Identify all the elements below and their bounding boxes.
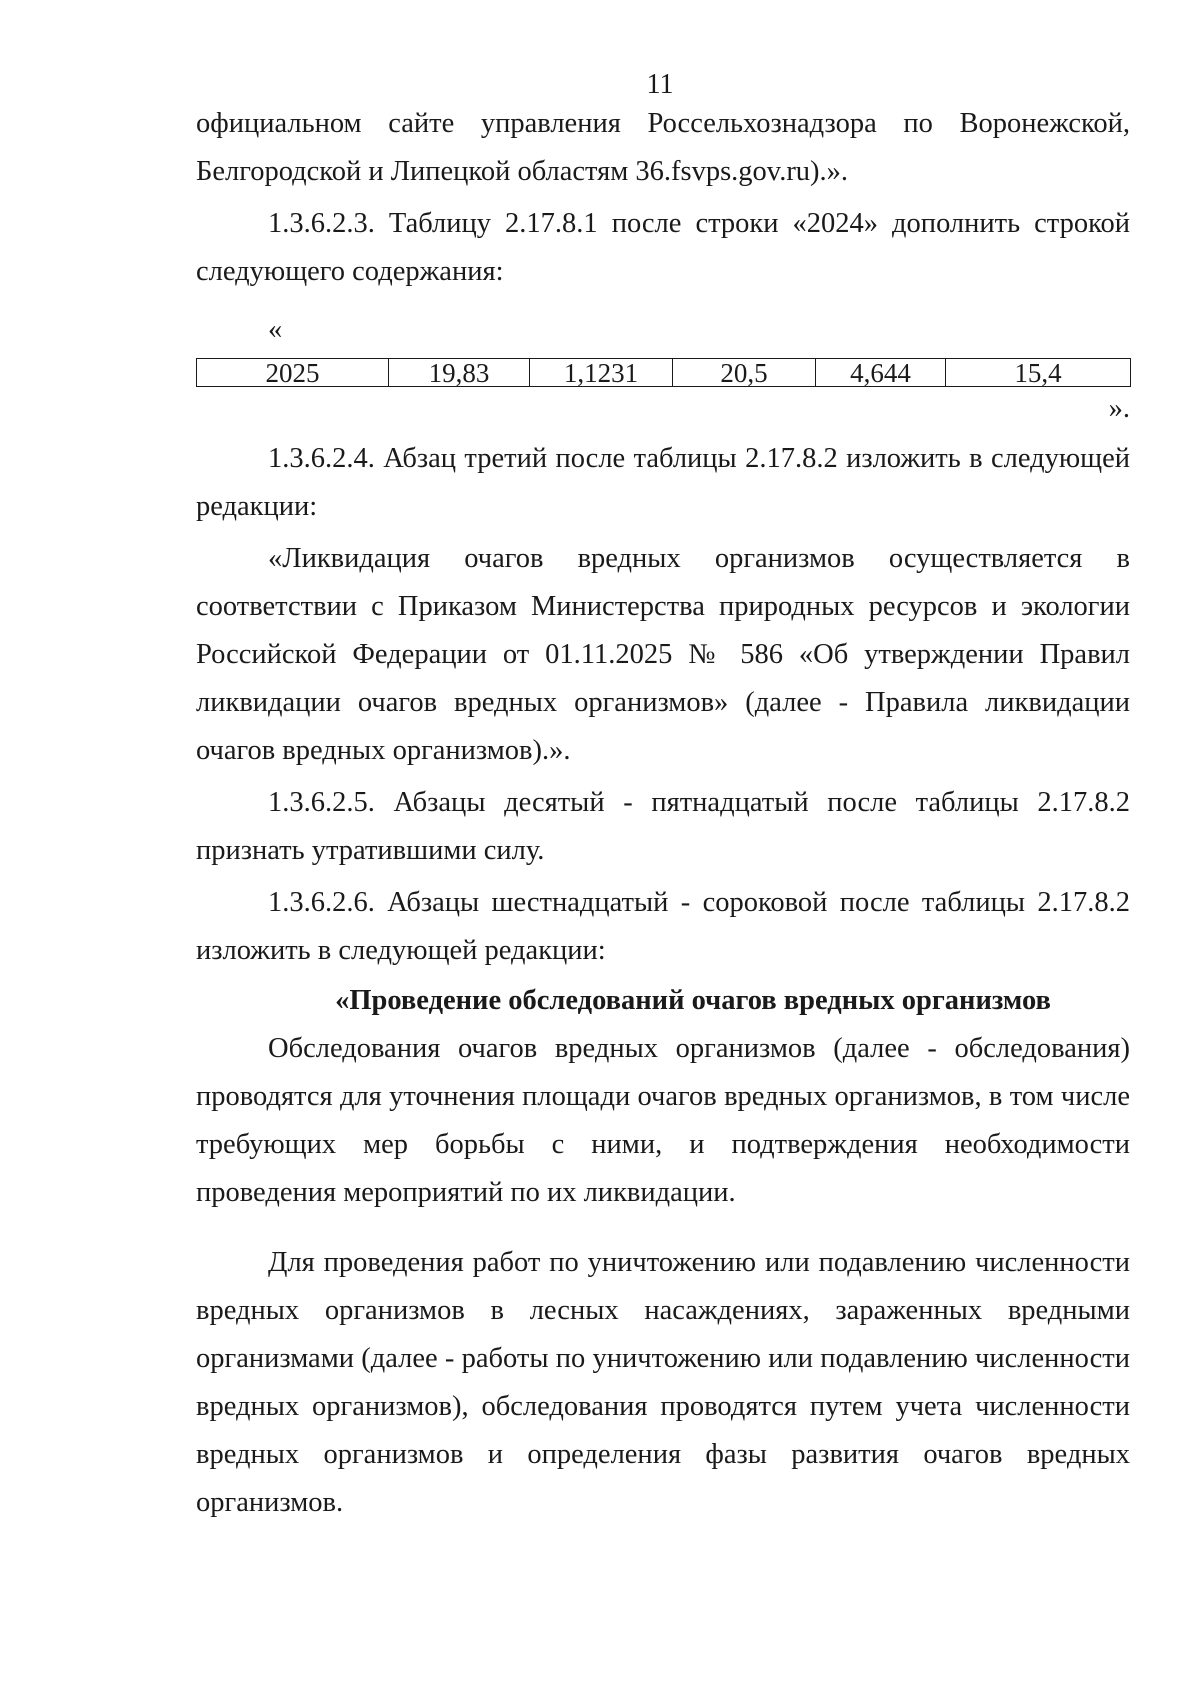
inserted-table-row [196, 358, 1131, 387]
table-cell: 4,644 [816, 359, 946, 387]
paragraph-1-3-6-2-4: 1.3.6.2.4. Абзац третий после таблицы 2.17.8.2 изложить в следующей редакции: [196, 443, 1130, 522]
paragraph-1-3-6-2-5: 1.3.6.2.5. Абзацы десятый - пятнадцатый после таблицы 2.17.8.2 признать утратившими силу. [196, 787, 1130, 866]
paragraph-works: Для проведения работ по уничтожению или подавлению численности вредных организмов в лесных насаждениях, зараженных вредными организмами (далее - работы по уничтожению или подавлению численности вредных организмов), обследования проводятся путем учета численности вредных организмов и определения фазы развития очагов вредных организмов. [196, 1247, 1130, 1518]
quote-close-mark: ». [1108, 393, 1130, 424]
paragraph-1-3-6-2-3: 1.3.6.2.3. Таблицу 2.17.8.1 после строки «2024» дополнить строкой следующего содержания: [196, 208, 1130, 287]
paragraph-surveys: Обследования очагов вредных организмов (далее - обследования) проводятся для уточнения площади очагов вредных организмов, в том числе требующих мер борьбы с ними, и подтверждения необходимости проведения мероприятий по их ликвидации. [196, 1033, 1130, 1208]
section-heading: «Проведение обследований очагов вредных организмов [335, 985, 1051, 1016]
paragraph-quoted-liquidation: «Ликвидация очагов вредных организмов осуществляется в соответствии с Приказом Министерства природных ресурсов и экологии Российской Федерации от 01.11.2025 № 586 «Об утверждении Правил ликвидации очагов вредных организмов» (далее - Правила ликвидации очагов вредных организмов).». [196, 543, 1130, 766]
document-body [196, 100, 1130, 1527]
table-cell-year: 2025 [197, 359, 389, 387]
table-row [197, 359, 1131, 387]
table-cell: 20,5 [673, 359, 816, 387]
page-number: 11 [646, 69, 674, 100]
quote-open-mark: « [268, 314, 283, 345]
table-cell: 15,4 [946, 359, 1131, 387]
table-cell: 19,83 [389, 359, 530, 387]
paragraph-1-3-6-2-6: 1.3.6.2.6. Абзацы шестнадцатый - сороковой после таблицы 2.17.8.2 изложить в следующей редакции: [196, 887, 1130, 966]
table-cell: 1,1231 [530, 359, 673, 387]
paragraph-continuation: официальном сайте управления Россельхознадзора по Воронежской, Белгородской и Липецкой областям 36.fsvps.gov.ru).». [196, 108, 1130, 187]
